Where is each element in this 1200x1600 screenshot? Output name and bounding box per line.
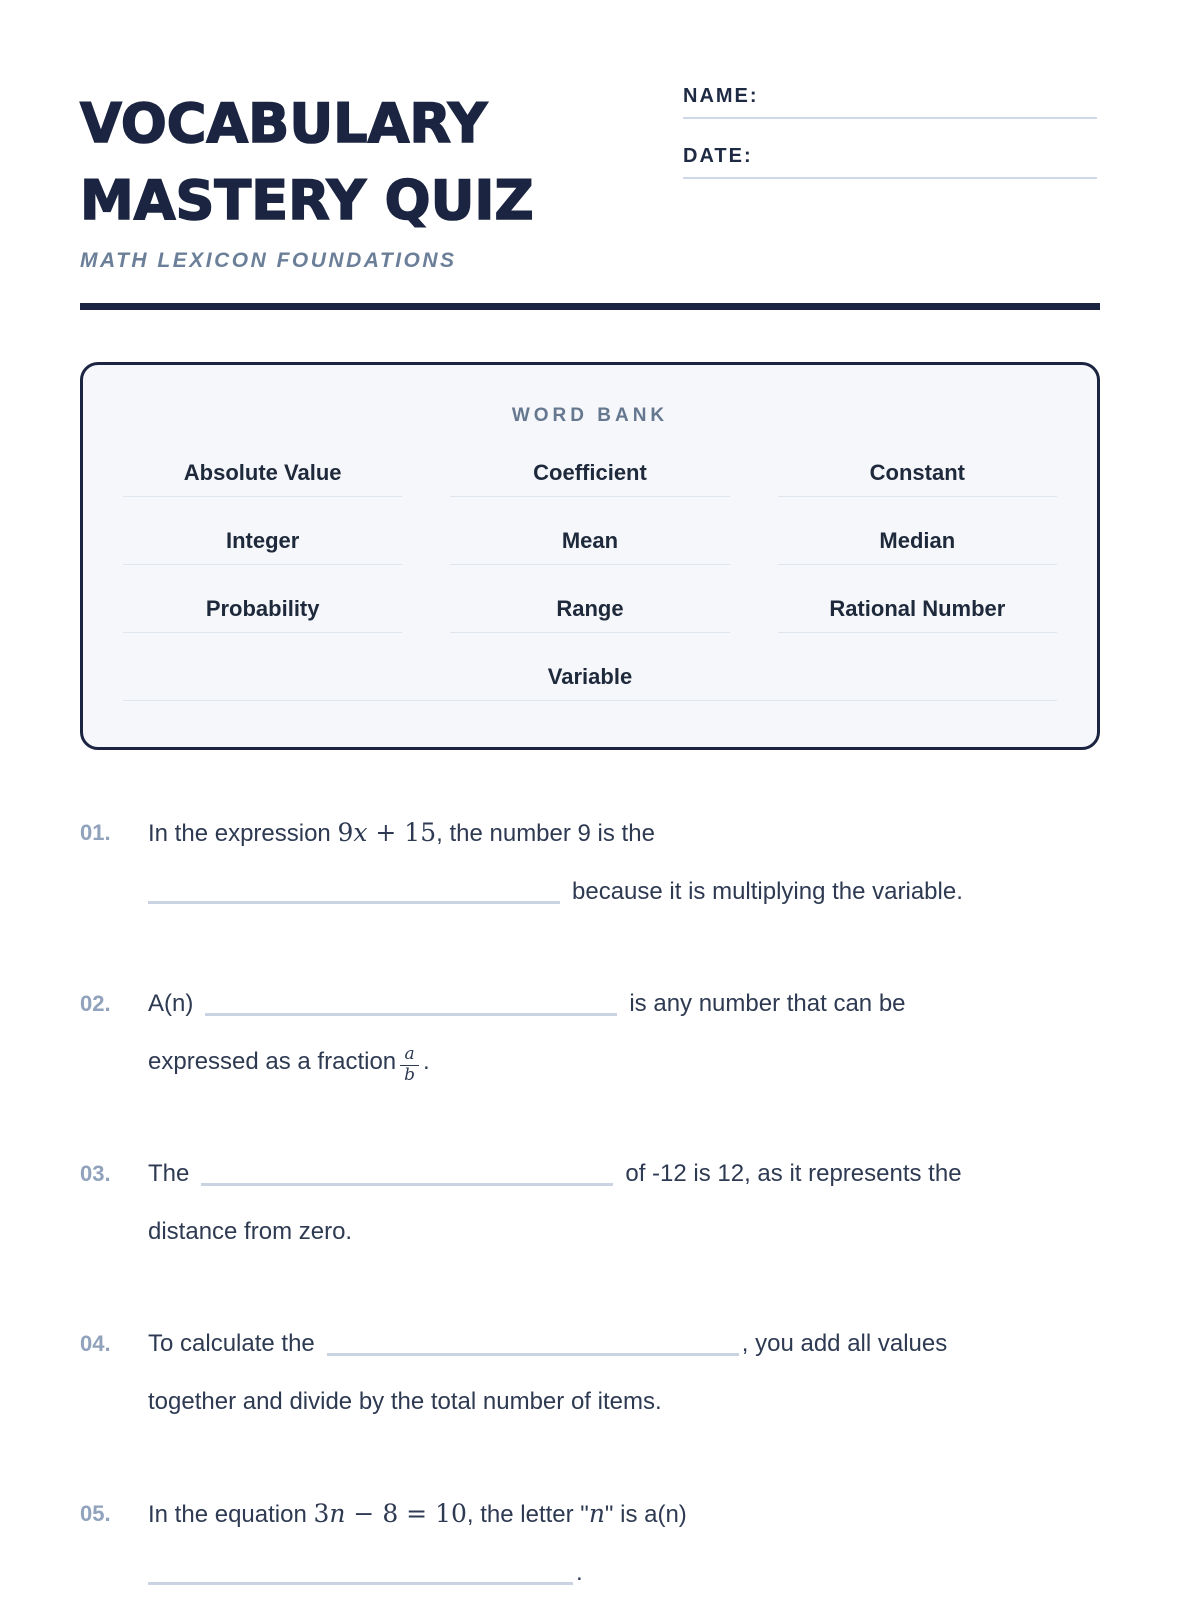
question-2 <box>80 975 1100 1091</box>
question-text-run: In the equation <box>148 1501 314 1528</box>
math-expression <box>337 818 436 847</box>
question-4 <box>80 1315 1100 1431</box>
math-fraction <box>400 1046 419 1085</box>
math-number: + 15 <box>367 818 437 847</box>
word-bank-word: Mean <box>561 528 619 553</box>
question-text-run: . <box>423 1048 430 1075</box>
word-bank-item <box>778 565 1057 633</box>
word-bank-item <box>123 497 402 565</box>
word-bank-word: Constant <box>869 460 965 485</box>
math-number: − 8 = 10 <box>345 1499 467 1528</box>
fraction-numerator: a <box>400 1046 419 1066</box>
word-bank <box>80 362 1100 750</box>
question-text-run: , you add all values <box>741 1330 948 1357</box>
question-text-run: . <box>576 1559 583 1586</box>
question-text-run: expressed as a fraction <box>148 1048 397 1075</box>
question-text-run: , the number 9 is the <box>436 820 655 847</box>
word-bank-item <box>450 429 729 497</box>
word-bank-word: Probability <box>205 596 320 621</box>
answer-blank[interactable] <box>148 1555 573 1585</box>
math-variable: x <box>353 818 368 847</box>
question-3 <box>80 1145 1100 1261</box>
questions-section <box>80 804 1100 1600</box>
question-number: 04. <box>80 1331 111 1356</box>
question-number: 02. <box>80 991 111 1016</box>
question-1 <box>80 804 1100 921</box>
question-number: 03. <box>80 1161 111 1186</box>
math-variable: n <box>329 1499 346 1528</box>
math-number: 9 <box>337 818 354 847</box>
question-number: 01. <box>80 820 111 845</box>
question-text-run: because it is multiplying the variable. <box>572 878 963 905</box>
student-fields <box>683 85 1097 179</box>
question-text-run: , the letter " <box>466 1501 589 1528</box>
question-text <box>148 975 1100 1091</box>
page-title-line1: VOCABULARY <box>80 92 488 155</box>
question-text <box>148 1485 1100 1600</box>
answer-blank[interactable] <box>205 986 617 1016</box>
math-number: 3 <box>313 1499 330 1528</box>
word-bank-word: Variable <box>547 664 633 689</box>
page-subtitle: MATH LEXICON FOUNDATIONS <box>80 249 457 272</box>
word-bank-item <box>123 429 402 497</box>
word-bank-word: Rational Number <box>829 596 1006 621</box>
answer-blank[interactable] <box>201 1156 613 1186</box>
question-text-run: A(n) <box>148 990 194 1017</box>
question-text-run: In the expression <box>148 820 338 847</box>
page-title-line2: MASTERY QUIZ <box>80 169 534 232</box>
question-text-run: distance from zero. <box>148 1218 353 1245</box>
word-bank-word: Range <box>556 596 624 621</box>
question-text <box>148 1145 1100 1261</box>
question-text-run: is any number that can be <box>629 990 906 1017</box>
word-bank-item <box>450 565 729 633</box>
question-text <box>148 804 1100 921</box>
math-variable: n <box>588 1499 605 1528</box>
question-text-run: of -12 is 12, as it represents the <box>625 1160 962 1187</box>
word-bank-item <box>778 497 1057 565</box>
word-bank-item <box>123 633 1057 701</box>
question-text-run: " is a(n) <box>604 1501 687 1528</box>
question-number: 05. <box>80 1501 111 1526</box>
word-bank-word: Coefficient <box>533 460 647 485</box>
word-bank-word: Absolute Value <box>183 460 342 485</box>
question-5 <box>80 1485 1100 1600</box>
word-bank-grid <box>123 429 1057 701</box>
fraction-denominator: b <box>404 1065 416 1085</box>
word-bank-item <box>450 497 729 565</box>
date-label: DATE: <box>683 145 753 167</box>
date-field <box>683 145 1097 179</box>
word-bank-item <box>778 429 1057 497</box>
answer-blank[interactable] <box>148 874 560 904</box>
word-bank-word: Integer <box>225 528 300 553</box>
word-bank-underline <box>123 700 1057 701</box>
word-bank-heading: WORD BANK <box>511 405 669 426</box>
name-label: NAME: <box>683 85 759 107</box>
question-text-run: together and divide by the total number of items. <box>148 1388 662 1415</box>
name-input-line[interactable] <box>683 117 1097 119</box>
header-divider <box>80 303 1100 310</box>
math-expression <box>313 1499 466 1528</box>
question-text-run: To calculate the <box>148 1330 315 1357</box>
word-bank-word: Median <box>879 528 956 553</box>
name-field <box>683 85 1097 119</box>
question-text-run: The <box>148 1160 190 1187</box>
question-text <box>148 1315 1100 1431</box>
header <box>80 85 1100 273</box>
word-bank-item <box>123 565 402 633</box>
answer-blank[interactable] <box>327 1326 739 1356</box>
date-input-line[interactable] <box>683 177 1097 179</box>
